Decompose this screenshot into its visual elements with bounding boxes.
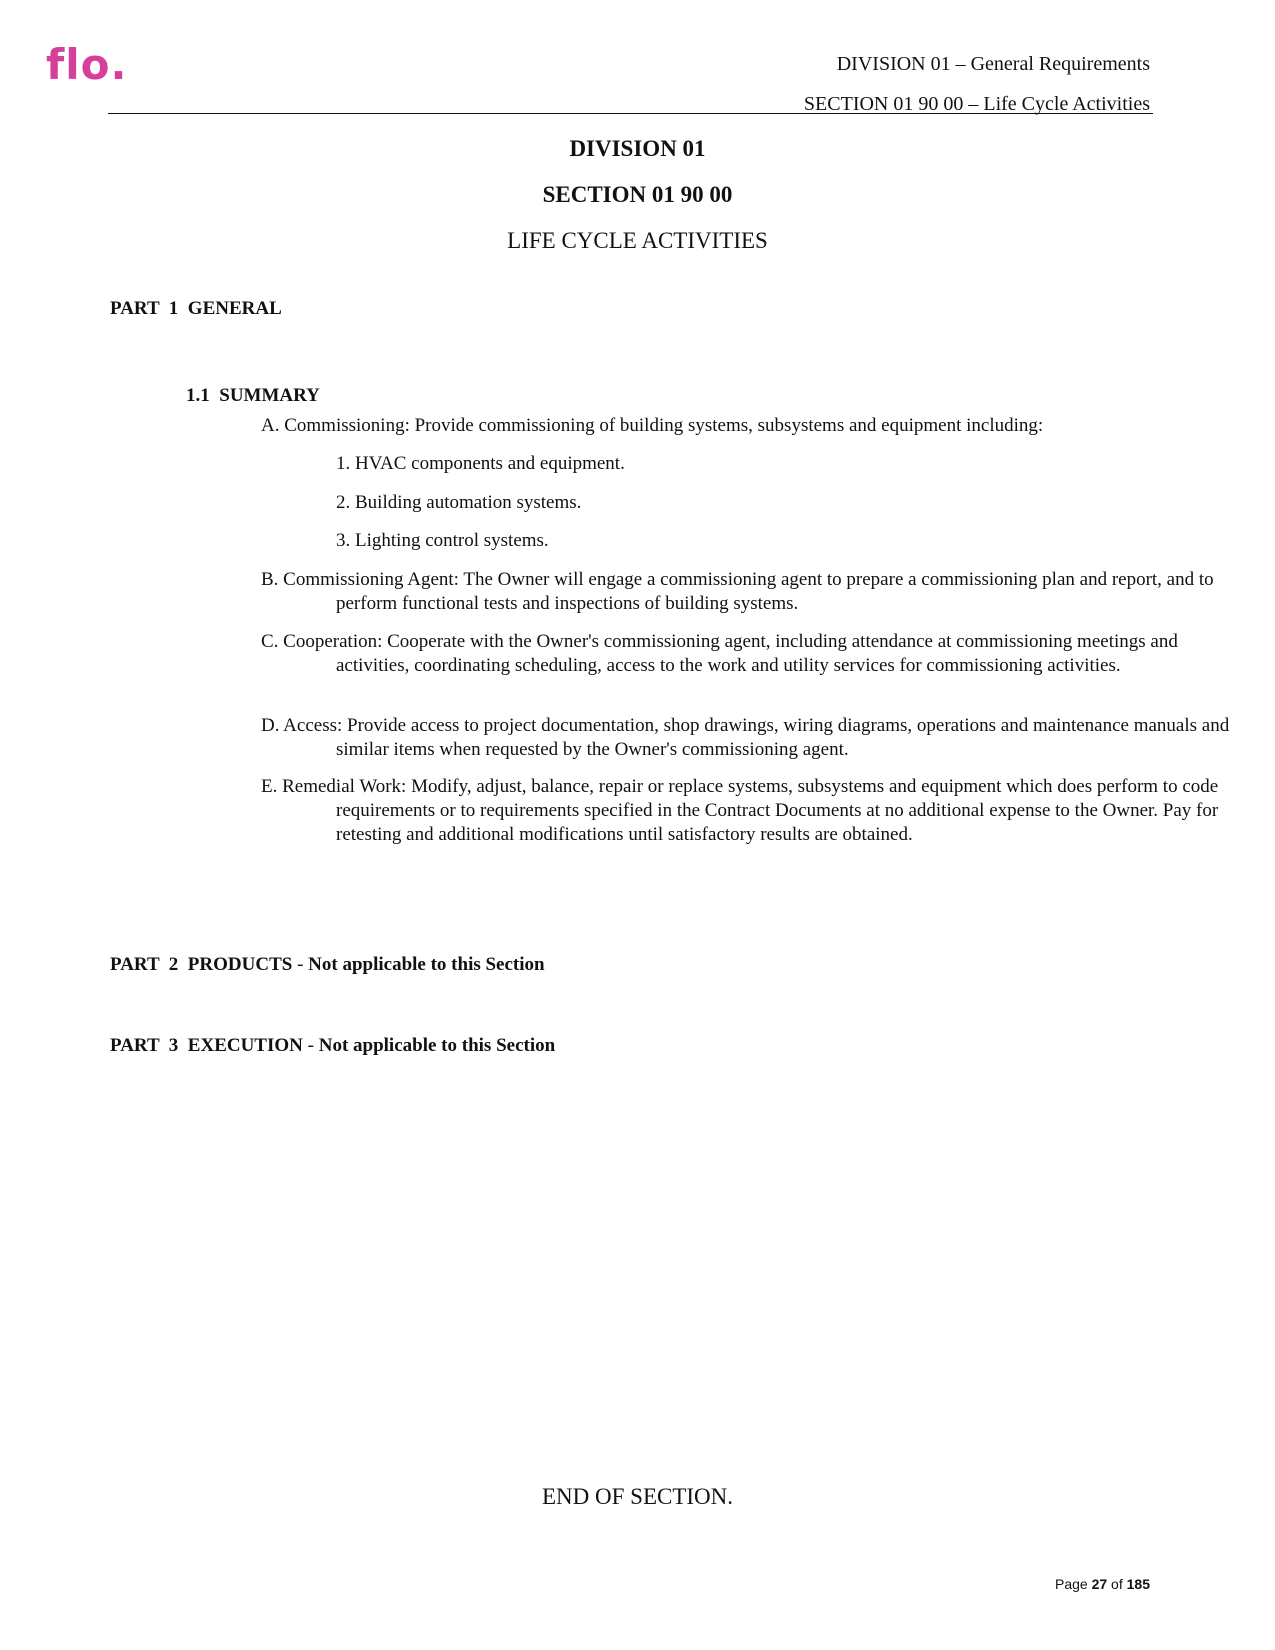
page-prefix: Page	[1055, 1576, 1092, 1592]
paragraph-a: A. Commissioning: Provide commissioning of building systems, subsystems and equipment including:	[261, 415, 1044, 436]
header-rule	[108, 113, 1153, 114]
division-title: DIVISION 01	[569, 136, 706, 161]
section-name: LIFE CYCLE ACTIVITIES	[507, 228, 768, 253]
article-1-1-heading: 1.1 SUMMARY	[186, 385, 320, 406]
subitem-1: 1. HVAC components and equipment.	[336, 453, 625, 474]
part2-separator: -	[292, 954, 309, 975]
part3-note: Not applicable to this Section	[318, 1035, 556, 1056]
section-title: SECTION 01 90 00	[542, 182, 733, 207]
page-total: 185	[1126, 1576, 1150, 1592]
part3-heading	[110, 1035, 555, 1057]
part3-title: PART 3 EXECUTION	[110, 1035, 303, 1056]
end-of-section: END OF SECTION.	[541, 1484, 734, 1509]
header-section-line: SECTION 01 90 00 – Life Cycle Activities	[803, 93, 1150, 115]
page-current: 27	[1091, 1576, 1108, 1592]
part2-heading	[110, 954, 545, 976]
subitem-3: 3. Lighting control systems.	[336, 530, 549, 551]
part2-note: Not applicable to this Section	[308, 954, 545, 975]
paragraph-e: E. Remedial Work: Modify, adjust, balance, repair or replace systems, subsystems and equipment which does perform to code requirements or to requirements specified in the Contract Documents at no additional expense to the Owner. Pay for retesting and additional modifications until satisfactory results are obtained.	[261, 776, 1219, 845]
running-header	[804, 44, 1150, 124]
paragraph-d: D. Access: Provide access to project documentation, shop drawings, wiring diagrams, operations and maintenance manuals and similar items when requested by the Owner's commissioning agent.	[261, 715, 1230, 760]
subitem-2: 2. Building automation systems.	[336, 492, 582, 513]
part2-title: PART 2 PRODUCTS	[110, 954, 293, 975]
paragraph-b: B. Commissioning Agent: The Owner will engage a commissioning agent to prepare a commissioning plan and report, and to perform functional tests and inspections of building systems.	[261, 569, 1214, 614]
part1-heading: PART 1 GENERAL	[110, 298, 282, 319]
part3-separator: -	[302, 1035, 319, 1056]
title-block	[0, 126, 1275, 264]
paragraph-c: C. Cooperation: Cooperate with the Owner's commissioning agent, including attendance at commissioning meetings and activities, coordinating scheduling, access to the work and utility services for commissioning activities.	[261, 631, 1178, 676]
page-number	[1055, 1576, 1150, 1592]
page-of: of	[1107, 1576, 1127, 1592]
header-division-line: DIVISION 01 – General Requirements	[836, 53, 1150, 75]
flo-logo: flo.	[46, 40, 128, 89]
